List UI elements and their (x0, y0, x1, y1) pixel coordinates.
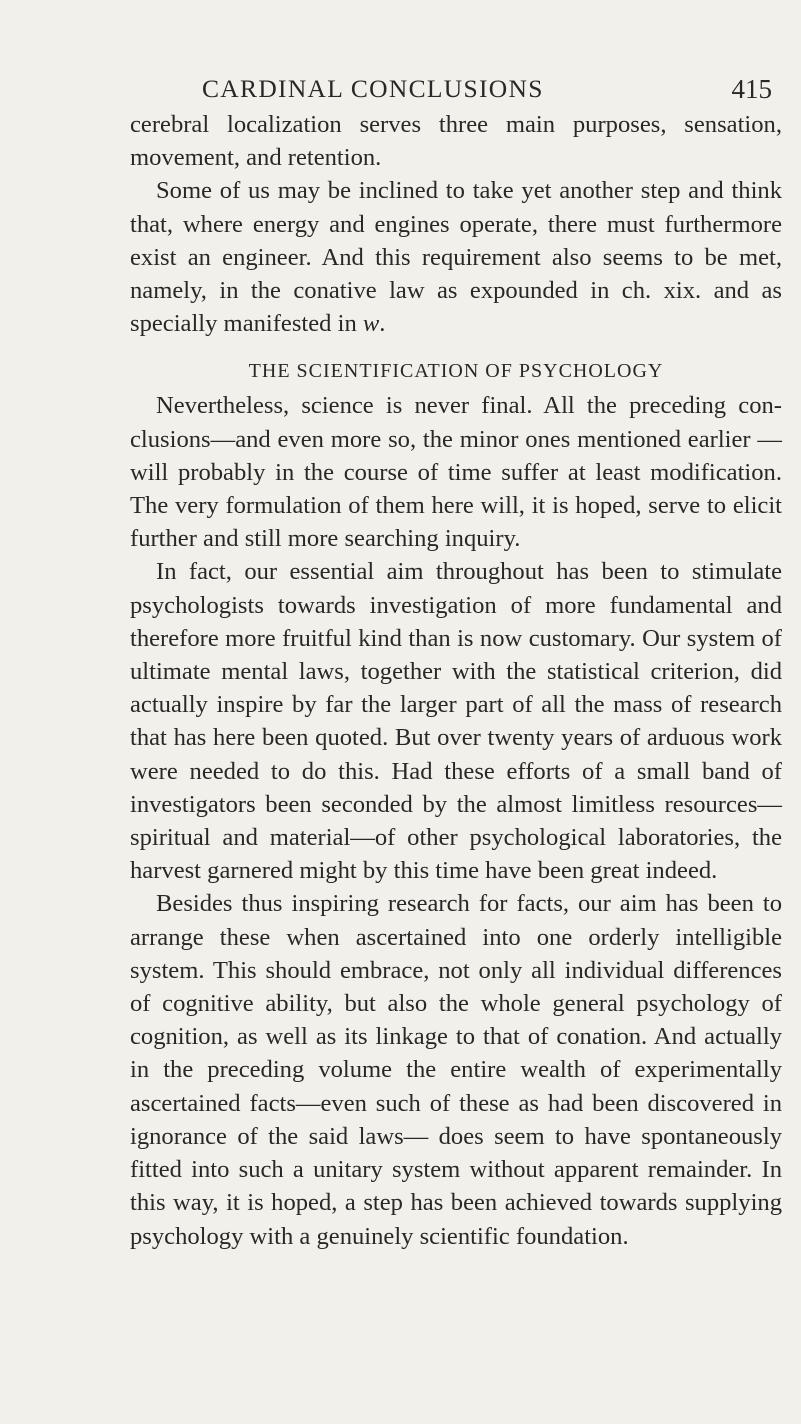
running-head (130, 72, 774, 106)
paragraph-engineer-text: Some of us may be inclined to take yet another step and think that, where energy and engines operate, there must furthermore exist an engineer. And this requirement also seems to be met, namely, in the conative law as expounded in ch. xix. and as specially manifested in (130, 177, 782, 338)
paragraph-essential-aim: In fact, our essential aim throughout has been to stimulate psychologists towards investigation of more fundamental and therefore more fruitful kind than is now customary. Our system of ultimate mental laws, together with the statistical criterion, did actually inspire by far the larger part of all the mass of research that has here been quoted. But over twenty years of arduous work were needed to do this. Had these efforts of a small band of investigators been seconded by the almost limitless resources—spiritual and material—of other psychological laboratories, the harvest garnered might by this time have been great indeed. (130, 558, 782, 885)
running-title: CARDINAL CONCLUSIONS (202, 74, 544, 103)
paragraph-continuation: cerebral localization serves three main purposes, sensation, movement, and retention. (130, 111, 782, 172)
paragraph-engineer-end: . (379, 310, 386, 338)
page-number: 415 (731, 74, 772, 104)
paragraph-orderly-system: Besides thus inspiring research for facts, our aim has been to arrange these when ascertained into one orderly intelligible system. This should embrace, not only all individual differences of cognitive ability, but also the whole general psychology of cognition, as well as its linkage to that of conation. And actually in the preceding volume the entire wealth of experimentally ascertained facts—even such of these as had been discovered in ignorance of the said laws— does seem to have spontaneously fitted into such a unitary system without apparent remainder. In this way, it is hoped, a step has been achieved towards supplying psychology with a genuinely scientific foundation. (130, 890, 782, 1250)
paragraph-science-never-final: Nevertheless, science is never final. All the preceding conclusions—and even more so, the minor ones mentioned earlier —will probably in the course of time suffer at least modification. The very formulation of them here will, it is hoped, serve to elicit further and still more searching inquiry. (130, 392, 782, 553)
body-text (130, 108, 782, 1253)
section-heading: THE SCIENTIFICATION OF PSYCHOLOGY (248, 360, 664, 383)
w-symbol: w (362, 310, 380, 338)
paragraph-engineer (130, 174, 782, 340)
